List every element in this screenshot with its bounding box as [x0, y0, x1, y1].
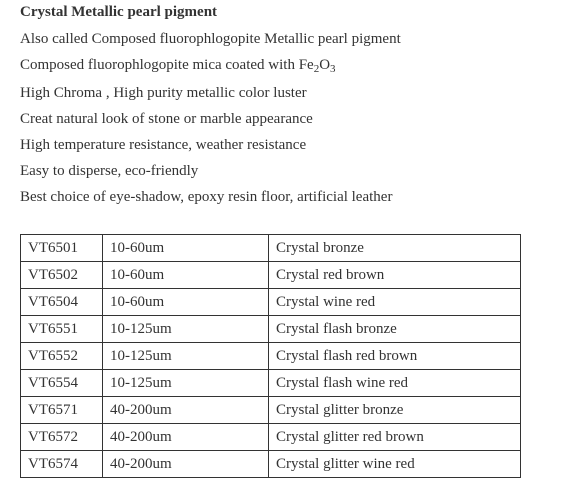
- feature-resistance: High temperature resistance, weather resistance: [20, 137, 307, 153]
- feature-natural-look: Creat natural look of stone or marble appearance: [20, 111, 313, 127]
- product-name: Crystal bronze: [269, 235, 521, 262]
- product-code: VT6554: [21, 370, 103, 397]
- table-row: [21, 370, 521, 397]
- particle-size: 40-200um: [103, 424, 269, 451]
- table-row: [21, 289, 521, 316]
- product-name: Crystal red brown: [269, 262, 521, 289]
- table-row: [21, 343, 521, 370]
- feature-chroma: High Chroma , High purity metallic color luster: [20, 85, 307, 101]
- particle-size: 40-200um: [103, 451, 269, 478]
- product-name: Crystal glitter red brown: [269, 424, 521, 451]
- product-code: VT6501: [21, 235, 103, 262]
- product-code: VT6571: [21, 397, 103, 424]
- formula-subscript-2: 2: [313, 63, 320, 75]
- table-row: [21, 235, 521, 262]
- feature-coating-text: Composed fluorophlogopite mica coated with Fe: [20, 57, 314, 73]
- particle-size: 10-60um: [103, 262, 269, 289]
- particle-size: 10-125um: [103, 343, 269, 370]
- product-code: VT6552: [21, 343, 103, 370]
- product-name: Crystal flash bronze: [269, 316, 521, 343]
- product-code: VT6572: [21, 424, 103, 451]
- table-row: [21, 451, 521, 478]
- particle-size: 40-200um: [103, 397, 269, 424]
- product-name: Crystal flash wine red: [269, 370, 521, 397]
- product-name: Crystal flash red brown: [269, 343, 521, 370]
- formula-subscript-3: 3: [330, 63, 336, 75]
- feature-best-choice: Best choice of eye-shadow, epoxy resin floor, artificial leather: [20, 189, 393, 205]
- formula-oxygen: O: [319, 57, 331, 73]
- product-code: VT6502: [21, 262, 103, 289]
- table-row: [21, 397, 521, 424]
- feature-also-called: Also called Composed fluorophlogopite Metallic pearl pigment: [20, 31, 401, 47]
- product-name: Crystal wine red: [269, 289, 521, 316]
- feature-coating: [20, 56, 336, 74]
- particle-size: 10-125um: [103, 316, 269, 343]
- product-name: Crystal glitter bronze: [269, 397, 521, 424]
- table-row: [21, 262, 521, 289]
- feature-disperse: Easy to disperse, eco-friendly: [20, 163, 199, 179]
- product-code: VT6574: [21, 451, 103, 478]
- particle-size: 10-60um: [103, 289, 269, 316]
- product-table: [20, 234, 521, 478]
- product-name: Crystal glitter wine red: [269, 451, 521, 478]
- particle-size: 10-60um: [103, 235, 269, 262]
- table-row: [21, 316, 521, 343]
- particle-size: 10-125um: [103, 370, 269, 397]
- product-code: VT6504: [21, 289, 103, 316]
- page-title: Crystal Metallic pearl pigment: [20, 4, 218, 20]
- product-code: VT6551: [21, 316, 103, 343]
- table-row: [21, 424, 521, 451]
